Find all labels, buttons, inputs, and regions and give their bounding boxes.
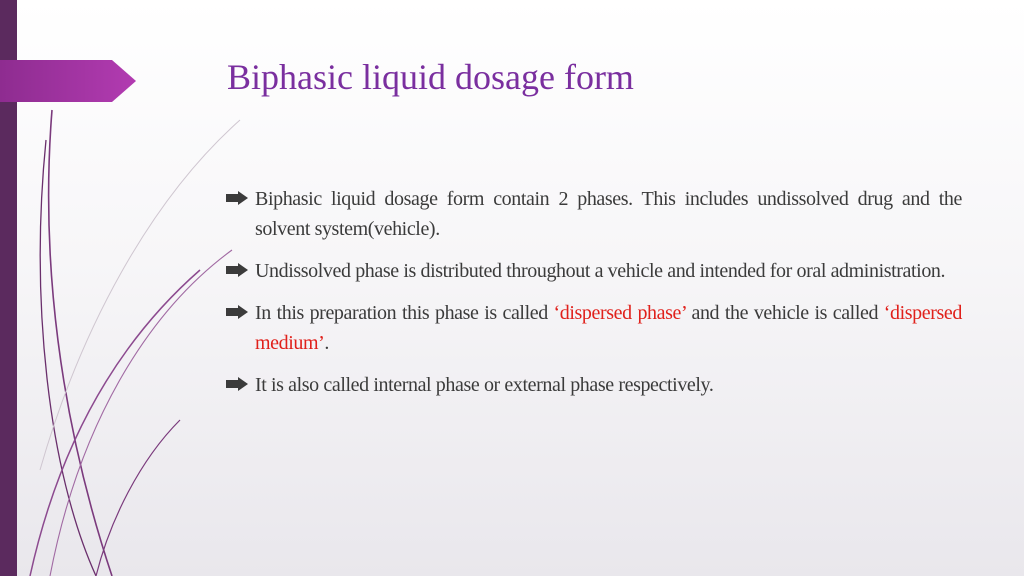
title-accent-tab <box>0 60 136 102</box>
arrow-right-icon <box>226 305 248 319</box>
bullet-text: It is also called internal phase or external phase respectively. <box>255 374 714 396</box>
arrow-right-icon <box>226 263 248 277</box>
bullet-item-2 <box>226 256 962 286</box>
highlight-dispersed-phase: ‘dispersed phase’ <box>553 302 686 324</box>
bullet-item-3 <box>226 298 962 358</box>
bullet-text-pre: In this preparation this phase is called <box>255 302 554 324</box>
bullet-text: Biphasic liquid dosage form contain 2 phases. This includes undissolved drug and the solvent system(vehicle). <box>255 188 962 240</box>
bullet-text-post: . <box>324 332 330 354</box>
bullet-text: Undissolved phase is distributed throughout a vehicle and intended for oral administration. <box>255 260 946 282</box>
bullet-list <box>226 184 962 412</box>
slide-title: Biphasic liquid dosage form <box>227 57 634 97</box>
bullet-item-4 <box>226 370 962 400</box>
bullet-item-1 <box>226 184 962 244</box>
bullet-text-mid: and the vehicle is called <box>685 302 884 324</box>
arrow-right-icon <box>226 191 248 205</box>
arrow-right-icon <box>226 377 248 391</box>
highlight-dispersed-medium: ‘dispersed medium’ <box>255 302 962 354</box>
